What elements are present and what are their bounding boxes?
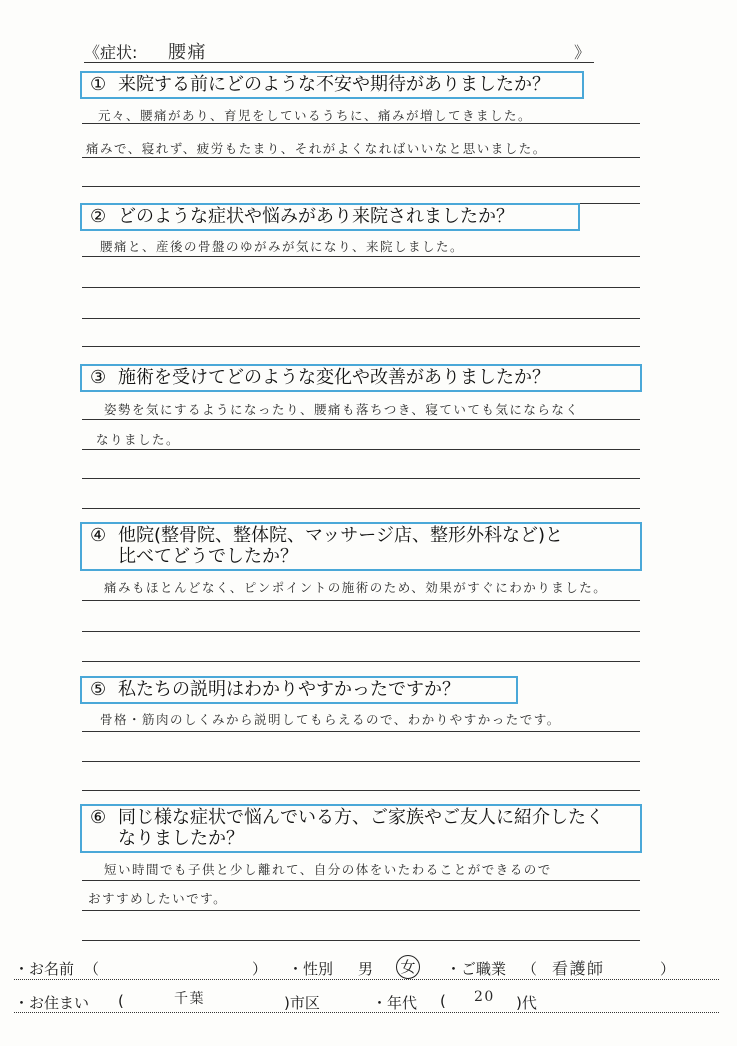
answer-line bbox=[82, 508, 640, 509]
job-label: ・ご職業 bbox=[446, 960, 507, 978]
question-5 bbox=[80, 676, 518, 704]
answer-line bbox=[82, 940, 640, 941]
symptom-header bbox=[84, 40, 137, 63]
answer-line bbox=[82, 256, 640, 257]
answer-line bbox=[82, 318, 640, 319]
answer-line bbox=[82, 761, 640, 762]
age-suffix: )代 bbox=[516, 994, 537, 1012]
question-4 bbox=[80, 522, 642, 571]
age-open-paren: ( bbox=[440, 992, 446, 1010]
address-label: ・お住まい bbox=[14, 994, 90, 1012]
sex-male: 男 bbox=[358, 960, 374, 978]
answer-text: なりました。 bbox=[96, 432, 181, 447]
answer-line bbox=[82, 157, 640, 158]
city-label: )市区 bbox=[284, 994, 320, 1012]
question-text: どのような症状や悩みがあり来院されましたか？ bbox=[118, 206, 514, 227]
question-2 bbox=[80, 203, 580, 231]
answer-text: 骨格・筋肉のしくみから説明してもらえるので、わかりやすかったです。 bbox=[100, 712, 561, 727]
question-number: ③ bbox=[90, 367, 107, 388]
job-value: 看護師 bbox=[552, 959, 605, 978]
footer-divider bbox=[14, 1012, 719, 1013]
question-text: 施術を受けてどのような変化や改善がありましたか？ bbox=[118, 367, 550, 388]
answer-line bbox=[82, 287, 640, 288]
job-open-paren: （ bbox=[522, 960, 538, 978]
header-underline bbox=[84, 62, 594, 63]
question-text: 他院(整骨院、整体院、マッサージ店、整形外科など)と bbox=[118, 525, 563, 546]
answer-text: 元々、腰痛があり、育児をしているうちに、痛みが増してきました。 bbox=[98, 108, 533, 123]
answer-line bbox=[82, 478, 640, 479]
age-value: 20 bbox=[474, 989, 495, 1005]
answer-line bbox=[82, 910, 640, 911]
question-text: 私たちの説明はわかりやすかったですか？ bbox=[118, 679, 460, 700]
answer-line bbox=[82, 449, 640, 450]
answer-text: 腰痛と、産後の骨盤のゆがみが気になり、来院しました。 bbox=[100, 239, 465, 254]
answer-line bbox=[82, 661, 640, 662]
question-1 bbox=[80, 71, 584, 99]
address-open-paren: ( bbox=[118, 992, 124, 1010]
sex-label: ・性別 bbox=[288, 960, 334, 978]
name-label: ・お名前 bbox=[14, 960, 75, 978]
answer-text: おすすめしたいです。 bbox=[88, 891, 228, 906]
question-text: 同じ様な症状で悩んでいる方、ご家族やご友人に紹介したく bbox=[118, 807, 604, 828]
answer-line bbox=[82, 346, 640, 347]
symptom-value: 腰痛 bbox=[168, 42, 207, 63]
question-6 bbox=[80, 804, 642, 853]
job-close-paren: ） bbox=[660, 960, 676, 978]
answer-text: 痛みで、寝れず、疲労もたまり、それがよくなればいいなと思いました。 bbox=[86, 141, 547, 156]
name-open-paren: （ bbox=[84, 960, 100, 978]
answer-line bbox=[82, 631, 640, 632]
name-close-paren: ） bbox=[252, 960, 268, 978]
answer-text: 短い時間でも子供と少し離れて、自分の体をいたわることができるので bbox=[104, 862, 552, 877]
question-number: ① bbox=[90, 74, 107, 95]
question-text: 来院する前にどのような不安や期待がありましたか？ bbox=[118, 74, 550, 95]
address-value: 千葉 bbox=[174, 991, 205, 1007]
answer-line bbox=[82, 186, 640, 187]
symptom-close: 》 bbox=[574, 43, 591, 62]
answer-line bbox=[82, 419, 640, 420]
question-number: ⑤ bbox=[90, 679, 107, 700]
answer-line bbox=[82, 600, 640, 601]
question-number: ⑥ bbox=[90, 807, 107, 828]
question-number: ④ bbox=[90, 525, 107, 546]
question-number: ② bbox=[90, 206, 107, 227]
age-label: ・年代 bbox=[372, 994, 418, 1012]
question-text-line2: 比べてどうでしたか？ bbox=[118, 546, 298, 567]
answer-line bbox=[82, 790, 640, 791]
sex-female-selected: 女 bbox=[396, 955, 420, 979]
answer-text: 姿勢を気にするようになったり、腰痛も落ちつき、寝ていても気にならなく bbox=[104, 402, 580, 417]
symptom-label: 《症状: bbox=[84, 43, 138, 62]
answer-line bbox=[82, 880, 640, 881]
footer-divider bbox=[14, 979, 719, 980]
answer-line bbox=[82, 731, 640, 732]
question-text-line2: なりましたか？ bbox=[118, 828, 244, 849]
answer-text: 痛みもほとんどなく、ピンポイントの施術のため、効果がすぐにわかりました。 bbox=[104, 580, 608, 595]
question-3 bbox=[80, 364, 642, 392]
